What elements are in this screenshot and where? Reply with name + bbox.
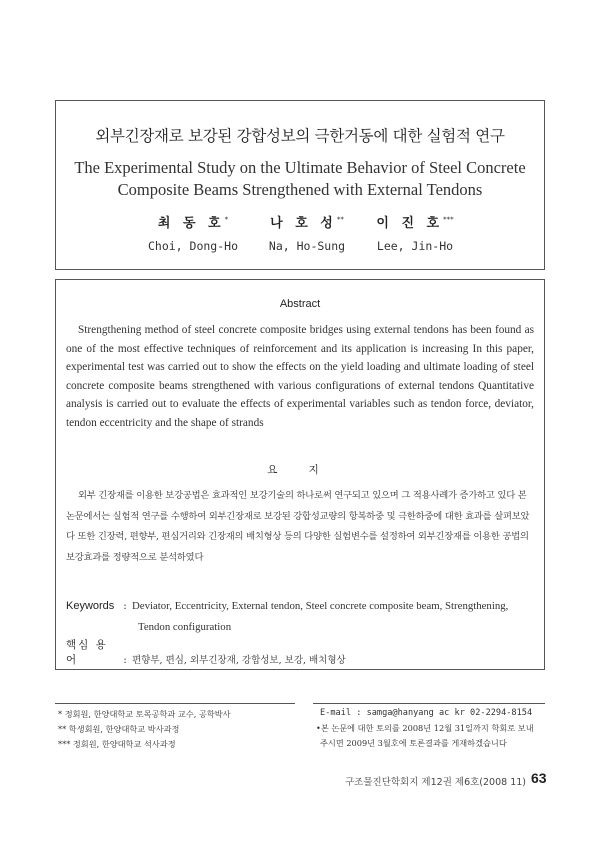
keywords-colon: : (123, 600, 127, 612)
discussion-notice-line2: 주시면 2009년 3월호에 토론결과를 게재하겠습니다 (320, 738, 507, 748)
abstract-heading: Abstract (279, 298, 321, 310)
page-number: 63 (531, 770, 547, 786)
keywords-text: Deviator, Eccentricity, External tendon, Steel concrete composite beam, Strengthening, (132, 600, 509, 612)
author-english-name: Lee, Jin-Ho (376, 239, 454, 253)
author-3 (335, 212, 495, 253)
journal-footer: 구조물진단학회지 제12권 제6호(2008 11) (345, 777, 526, 788)
author-korean-name: 나 호 성** (270, 215, 344, 231)
keywords-label: Keywords (66, 600, 115, 612)
discussion-notice-line1: •본 논문에 대한 토의를 2008년 12월 31일까지 학회로 보내 (316, 723, 534, 733)
english-title-line1: The Experimental Study on the Ultimate Behavior of Steel Concrete (74, 158, 526, 177)
abstract-paragraph: Strengthening method of steel concrete composite bridges using external tendons has been found as one of the most effective techniques of reinforcement and its application is increasing In this paper, experimental test was carried out to show the effects on the yield loading and ultimate loading of steel concrete composite beams strengthened with various configurations of external tendons Quantitative analysis is carried out to evaluate the effects of experimental variables such as tendon force, deviator, tendon eccentricity and the shape of strands (66, 324, 534, 429)
korean-keywords-label: 핵심 용어 (66, 639, 108, 666)
english-title-line2: Composite Beams Strengthened with External Tendons (117, 180, 483, 199)
korean-keywords-colon: : (123, 655, 127, 666)
author-english-name: Choi, Dong-Ho (147, 239, 238, 253)
footnote-rule-right (313, 703, 545, 704)
abstract-body (66, 321, 534, 433)
contact-email: E-mail : samga@hanyang ac kr 02-2294-8154 (320, 708, 533, 718)
footnote-author-1: * 정회원, 한양대학교 토목공학과 교수, 공학박사 (58, 709, 231, 719)
korean-abstract-body (66, 486, 534, 568)
korean-title: 외부긴장재로 보강된 강합성보의 극한거동에 대한 실험적 연구 (95, 127, 505, 145)
author-english-name: Na, Ho-Sung (268, 239, 346, 253)
footnote-author-3: *** 정회원, 한양대학교 석사과정 (58, 739, 176, 749)
korean-abstract-paragraph: 외부 긴장재를 이용한 보강공법은 효과적인 보강기술의 하나로써 연구되고 있으며 그 적용사례가 증가하고 있다 본 논문에서는 실험적 연구를 수행하여 외부긴장재로 보강된 강합성교량의 항복하중 및 극한하중에 대한 효과를 살펴보았다 또한 긴장력, 편향부, 편심거리와 긴장재의 배치형상 등의 다양한 실험변수를 설정하여 외부긴장재를 이용한 공법의 보강효과를 정량적으로 분석하였다 (66, 490, 530, 563)
footnote-author-2: ** 학생회원, 한양대학교 박사과정 (58, 724, 180, 734)
korean-abstract-heading: 요 지 (267, 464, 333, 476)
author-korean-name: 이 진 호*** (376, 215, 454, 231)
keywords-text-continued: Tendon configuration (138, 621, 232, 633)
keywords-row (66, 600, 536, 612)
korean-keywords-row (66, 637, 346, 667)
author-korean-name: 최 동 호* (157, 215, 229, 231)
footnote-rule-left (55, 703, 295, 704)
korean-keywords-text: 편향부, 편심, 외부긴장재, 강합성보, 보강, 배치형상 (132, 655, 346, 666)
